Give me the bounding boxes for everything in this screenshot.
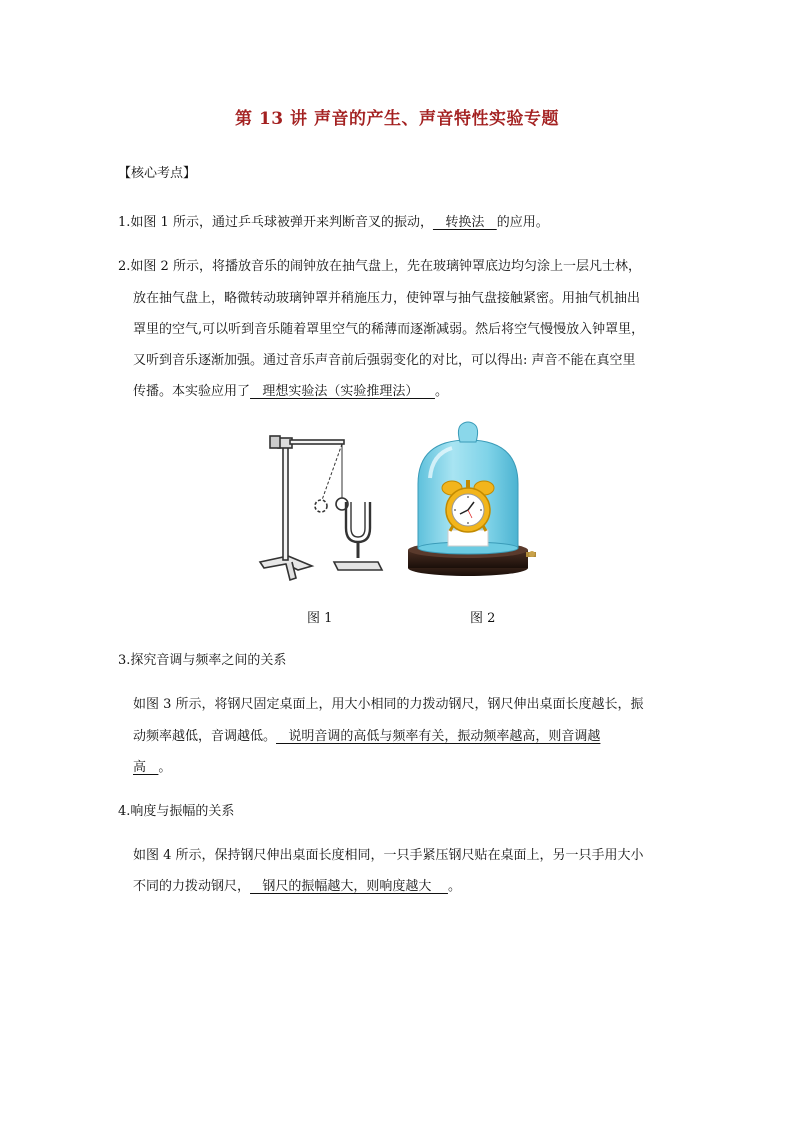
figure-2-caption: 图 2: [470, 611, 496, 626]
item-2-line-3: 罩里的空气,可以听到音乐随着罩里空气的稀薄而逐渐减弱。然后将空气慢慢放入钟罩里，: [133, 322, 645, 337]
item-4-heading: 4.响度与振幅的关系: [118, 804, 235, 819]
section-heading: 【核心考点】: [118, 166, 197, 181]
item-2-line-1: 2.如图 2 所示，将播放音乐的闹钟放在抽气盘上，先在玻璃钟罩底边均匀涂上一层凡士林，: [118, 259, 641, 274]
figure-1-tuning-fork: [250, 428, 390, 588]
figure-2-bell-jar: [400, 418, 540, 582]
item-3-line-1: 如图 3 所示，将钢尺固定桌面上，用大小相同的力拨动钢尺，钢尺伸出桌面长度越长，振: [133, 697, 644, 712]
item-2-line-4: 又听到音乐逐渐加强。通过音乐声音前后强弱变化的对比，可以得出: 声音不能在真空里: [133, 353, 636, 368]
item-1-answer: 转换法: [432, 215, 497, 230]
item-2-line-5-prefix: 传播。本实验应用了: [133, 384, 251, 399]
item-3-line-3: [133, 752, 171, 783]
item-3-line-2-prefix: 动频率越低，音调越低。: [133, 729, 277, 744]
item-2-line-5: [133, 376, 448, 407]
page-title: 第 13 讲 声音的产生、声音特性实验专题: [235, 109, 559, 129]
item-1-prefix: 1.如图 1 所示，通过乒乓球被弹开来判断音叉的振动，: [118, 215, 433, 230]
item-4-answer: 钢尺的振幅越大，则响度越大: [250, 879, 448, 894]
item-1: [118, 207, 549, 238]
item-1-suffix: 的应用。: [496, 215, 549, 230]
item-3-answer-part-2: 高: [133, 760, 159, 775]
item-2-line-2: 放在抽气盘上，略微转动玻璃钟罩并稍施压力，使钟罩与抽气盘接触紧密。用抽气机抽出: [133, 291, 641, 306]
item-3-line-2: [133, 721, 600, 752]
item-4-line-2: [133, 871, 461, 902]
figure-1-caption: 图 1: [307, 611, 333, 626]
item-2-answer: 理想实验法（实验推理法）: [250, 384, 435, 399]
item-2-line-5-suffix: 。: [434, 384, 448, 399]
item-3-answer-part-1: 说明音调的高低与频率有关，振动频率越高，则音调越: [276, 729, 601, 744]
item-4-line-1: 如图 4 所示，保持钢尺伸出桌面长度相同，一只手紧压钢尺贴在桌面上，另一只手用大小: [133, 848, 644, 863]
item-3-line-3-suffix: 。: [158, 760, 172, 775]
item-3-heading: 3.探究音调与频率之间的关系: [118, 653, 287, 668]
item-4-line-2-prefix: 不同的力拨动钢尺，: [133, 879, 251, 894]
item-4-line-2-suffix: 。: [447, 879, 461, 894]
